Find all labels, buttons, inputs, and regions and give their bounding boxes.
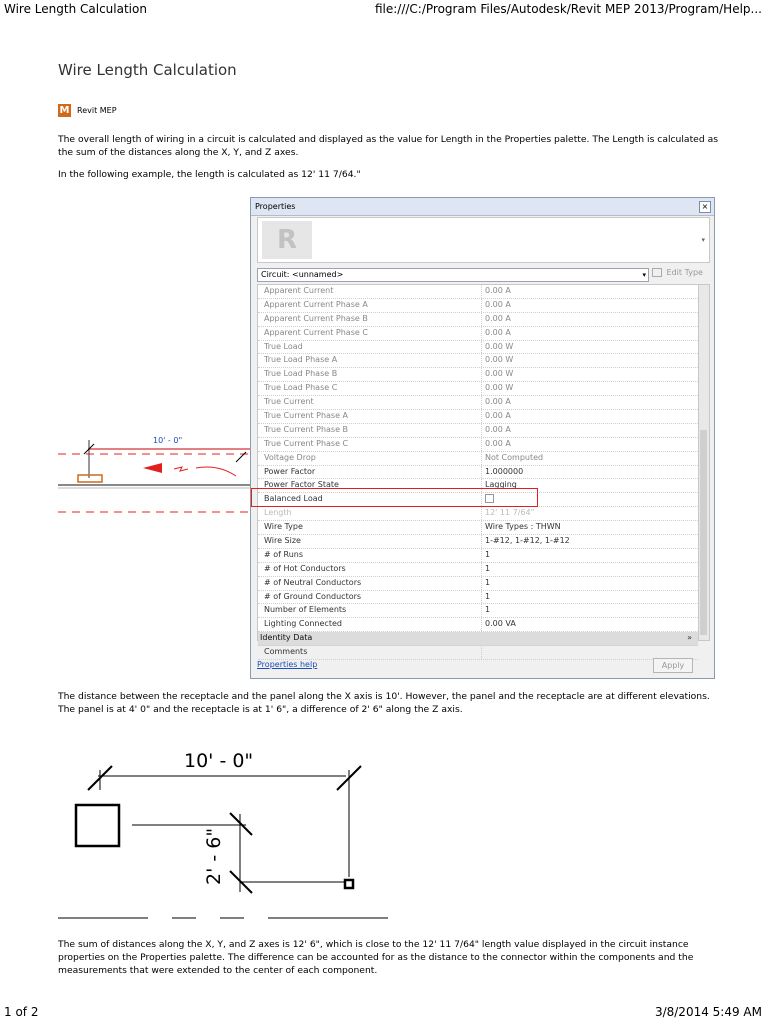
page-title: Wire Length Calculation bbox=[58, 61, 237, 79]
top-tick bbox=[230, 813, 252, 835]
intro-paragraph: The overall length of wiring in a circuit is calculated and displayed as the value for Length in the Properties palette. The Length is calculated as the sum of the distances along the X, Y, and Z axes. bbox=[58, 134, 718, 158]
property-row[interactable] bbox=[258, 354, 698, 368]
type-selector-preview[interactable] bbox=[257, 217, 710, 263]
product-badge bbox=[58, 104, 117, 117]
wire-arc bbox=[174, 467, 188, 471]
property-name: Balanced Load bbox=[264, 494, 323, 504]
property-row[interactable] bbox=[258, 410, 698, 424]
property-value[interactable]: Wire Types : THWN bbox=[481, 521, 561, 534]
browser-page-title: Wire Length Calculation bbox=[4, 2, 147, 16]
property-name: Wire Size bbox=[264, 536, 301, 546]
property-name: Power Factor State bbox=[264, 480, 339, 490]
property-row[interactable] bbox=[258, 507, 698, 521]
page-indicator: 1 of 2 bbox=[4, 1005, 39, 1019]
property-row[interactable] bbox=[258, 382, 698, 396]
property-name: # of Ground Conductors bbox=[264, 591, 362, 601]
property-value[interactable]: 0.00 VA bbox=[481, 618, 516, 631]
property-value[interactable]: 0.00 W bbox=[481, 341, 513, 354]
property-row[interactable] bbox=[258, 535, 698, 549]
property-value[interactable] bbox=[481, 646, 485, 659]
property-value[interactable]: 0.00 A bbox=[481, 438, 511, 451]
property-name: # of Hot Conductors bbox=[264, 563, 346, 573]
property-name: True Load Phase A bbox=[264, 355, 338, 365]
property-row[interactable] bbox=[258, 285, 698, 299]
property-value[interactable]: 0.00 A bbox=[481, 299, 511, 312]
property-row[interactable] bbox=[258, 438, 698, 452]
property-value[interactable]: 0.00 A bbox=[481, 396, 511, 409]
property-name: True Current Phase B bbox=[264, 424, 349, 434]
instance-filter-value: Circuit: <unnamed> bbox=[261, 270, 344, 279]
properties-grid bbox=[257, 284, 699, 657]
property-name: # of Runs bbox=[264, 549, 304, 559]
property-name: Comments bbox=[264, 647, 308, 657]
property-row[interactable] bbox=[258, 591, 698, 605]
property-row[interactable] bbox=[258, 327, 698, 341]
property-name: Voltage Drop bbox=[264, 452, 316, 462]
property-row[interactable] bbox=[258, 368, 698, 382]
group-header-label: Identity Data bbox=[260, 633, 313, 643]
example-paragraph: In the following example, the length is calculated as 12' 11 7/64." bbox=[58, 169, 361, 180]
edit-type-icon bbox=[652, 268, 662, 277]
property-name: Wire Type bbox=[264, 522, 303, 532]
product-name: Revit MEP bbox=[77, 106, 117, 115]
receptacle-symbol bbox=[345, 880, 353, 888]
browser-file-path: file:///C:/Program Files/Autodesk/Revit MEP 2013/Program/Help... bbox=[374, 2, 762, 16]
property-value[interactable]: 1 bbox=[481, 577, 490, 590]
property-value[interactable]: 0.00 A bbox=[481, 424, 511, 437]
property-row[interactable] bbox=[258, 299, 698, 313]
length-highlight-box bbox=[251, 488, 538, 507]
property-row[interactable] bbox=[258, 604, 698, 618]
property-value[interactable]: 12' 11 7/64" bbox=[481, 507, 534, 520]
summary-paragraph: The sum of distances along the X, Y, and Z axes is 12' 6", which is close to the 12' 11 7/64" length value displayed in the circuit instance properties on the Properties palette. The difference can be accounted for as the distance to the connector within the components and the measurements that were extended to the center of each component. bbox=[58, 939, 694, 976]
property-value[interactable]: Lagging bbox=[481, 479, 517, 492]
collapse-icon[interactable]: » bbox=[687, 633, 692, 643]
panel-symbol bbox=[76, 805, 119, 846]
property-name: Lighting Connected bbox=[264, 619, 342, 629]
revit-type-logo-icon: R bbox=[262, 221, 312, 259]
property-value[interactable]: 0.00 W bbox=[481, 382, 513, 395]
revit-mep-logo-icon: M bbox=[59, 105, 70, 116]
close-icon[interactable]: × bbox=[699, 201, 711, 213]
properties-palette bbox=[250, 197, 715, 679]
edit-type-button[interactable] bbox=[652, 268, 703, 277]
property-row[interactable] bbox=[258, 424, 698, 438]
property-name: Apparent Current Phase C bbox=[264, 327, 368, 337]
home-run-arrow bbox=[143, 463, 162, 473]
property-value[interactable]: 1 bbox=[481, 604, 490, 617]
properties-scrollbar[interactable] bbox=[698, 284, 710, 641]
property-name: Number of Elements bbox=[264, 605, 347, 615]
property-row[interactable] bbox=[258, 577, 698, 591]
property-name: Power Factor bbox=[264, 466, 316, 476]
group-header-identity-data[interactable] bbox=[258, 632, 698, 646]
instance-filter-dropdown[interactable] bbox=[257, 268, 649, 282]
receptacle-symbol bbox=[78, 475, 102, 482]
property-name: True Load Phase C bbox=[264, 383, 338, 393]
properties-help-link[interactable]: Properties help bbox=[257, 660, 318, 669]
property-value[interactable]: 0.00 A bbox=[481, 313, 511, 326]
property-value[interactable]: 0.00 W bbox=[481, 354, 513, 367]
property-name: Length bbox=[264, 508, 292, 518]
property-row[interactable] bbox=[258, 396, 698, 410]
property-name: True Current Phase A bbox=[264, 411, 349, 421]
property-row[interactable] bbox=[258, 646, 698, 660]
scrollbar-thumb[interactable] bbox=[700, 430, 707, 635]
palette-titlebar[interactable] bbox=[251, 198, 714, 216]
wire-curve bbox=[196, 467, 236, 476]
property-value[interactable]: Not Computed bbox=[481, 452, 543, 465]
print-datetime: 3/8/2014 5:49 AM bbox=[654, 1005, 762, 1019]
property-value[interactable]: 1.000000 bbox=[481, 466, 523, 479]
palette-title: Properties bbox=[255, 202, 296, 211]
plan-sketch bbox=[58, 430, 258, 530]
property-name: Apparent Current Phase B bbox=[264, 313, 368, 323]
property-value[interactable]: 0.00 A bbox=[481, 327, 511, 340]
property-name: Apparent Current Phase A bbox=[264, 299, 368, 309]
elevation-diagram bbox=[58, 740, 398, 925]
property-value[interactable]: 1 bbox=[481, 591, 490, 604]
property-name: True Current bbox=[264, 397, 314, 407]
property-value[interactable]: 0.00 A bbox=[481, 285, 511, 298]
distance-paragraph: The distance between the receptacle and the panel along the X axis is 10'. However, the panel and the receptacle are at different elevations. The panel is at 4' 0" and the receptacle is at 1' 6", a difference of 2' 6" along the Z axis. bbox=[58, 691, 710, 715]
chevron-down-icon[interactable]: ▾ bbox=[701, 236, 705, 244]
edit-type-label: Edit Type bbox=[666, 268, 703, 277]
property-row[interactable] bbox=[258, 549, 698, 563]
dropdown-arrow-icon[interactable]: ▾ bbox=[642, 271, 646, 279]
property-row[interactable] bbox=[258, 618, 698, 632]
property-row[interactable] bbox=[258, 341, 698, 355]
property-value[interactable]: 0.00 W bbox=[481, 368, 513, 381]
property-name: Apparent Current bbox=[264, 286, 334, 295]
property-row[interactable] bbox=[258, 466, 698, 480]
property-value[interactable]: 1 bbox=[481, 549, 490, 562]
property-row[interactable] bbox=[258, 452, 698, 466]
property-name: True Load bbox=[264, 341, 303, 351]
property-row[interactable] bbox=[258, 521, 698, 535]
apply-button[interactable]: Apply bbox=[653, 658, 693, 673]
property-value[interactable]: 1 bbox=[481, 563, 490, 576]
property-name: True Load Phase B bbox=[264, 369, 338, 379]
plan-dimension-label: 10' - 0" bbox=[153, 436, 183, 445]
horizontal-dimension-label: 10' - 0" bbox=[184, 750, 254, 772]
vertical-dimension-label: 2' - 6" bbox=[203, 827, 225, 885]
property-row[interactable] bbox=[258, 563, 698, 577]
property-name: # of Neutral Conductors bbox=[264, 577, 362, 587]
property-value[interactable]: 0.00 A bbox=[481, 410, 511, 423]
property-row[interactable] bbox=[258, 313, 698, 327]
property-value[interactable]: 1-#12, 1-#12, 1-#12 bbox=[481, 535, 570, 548]
property-name: True Current Phase C bbox=[264, 438, 349, 448]
